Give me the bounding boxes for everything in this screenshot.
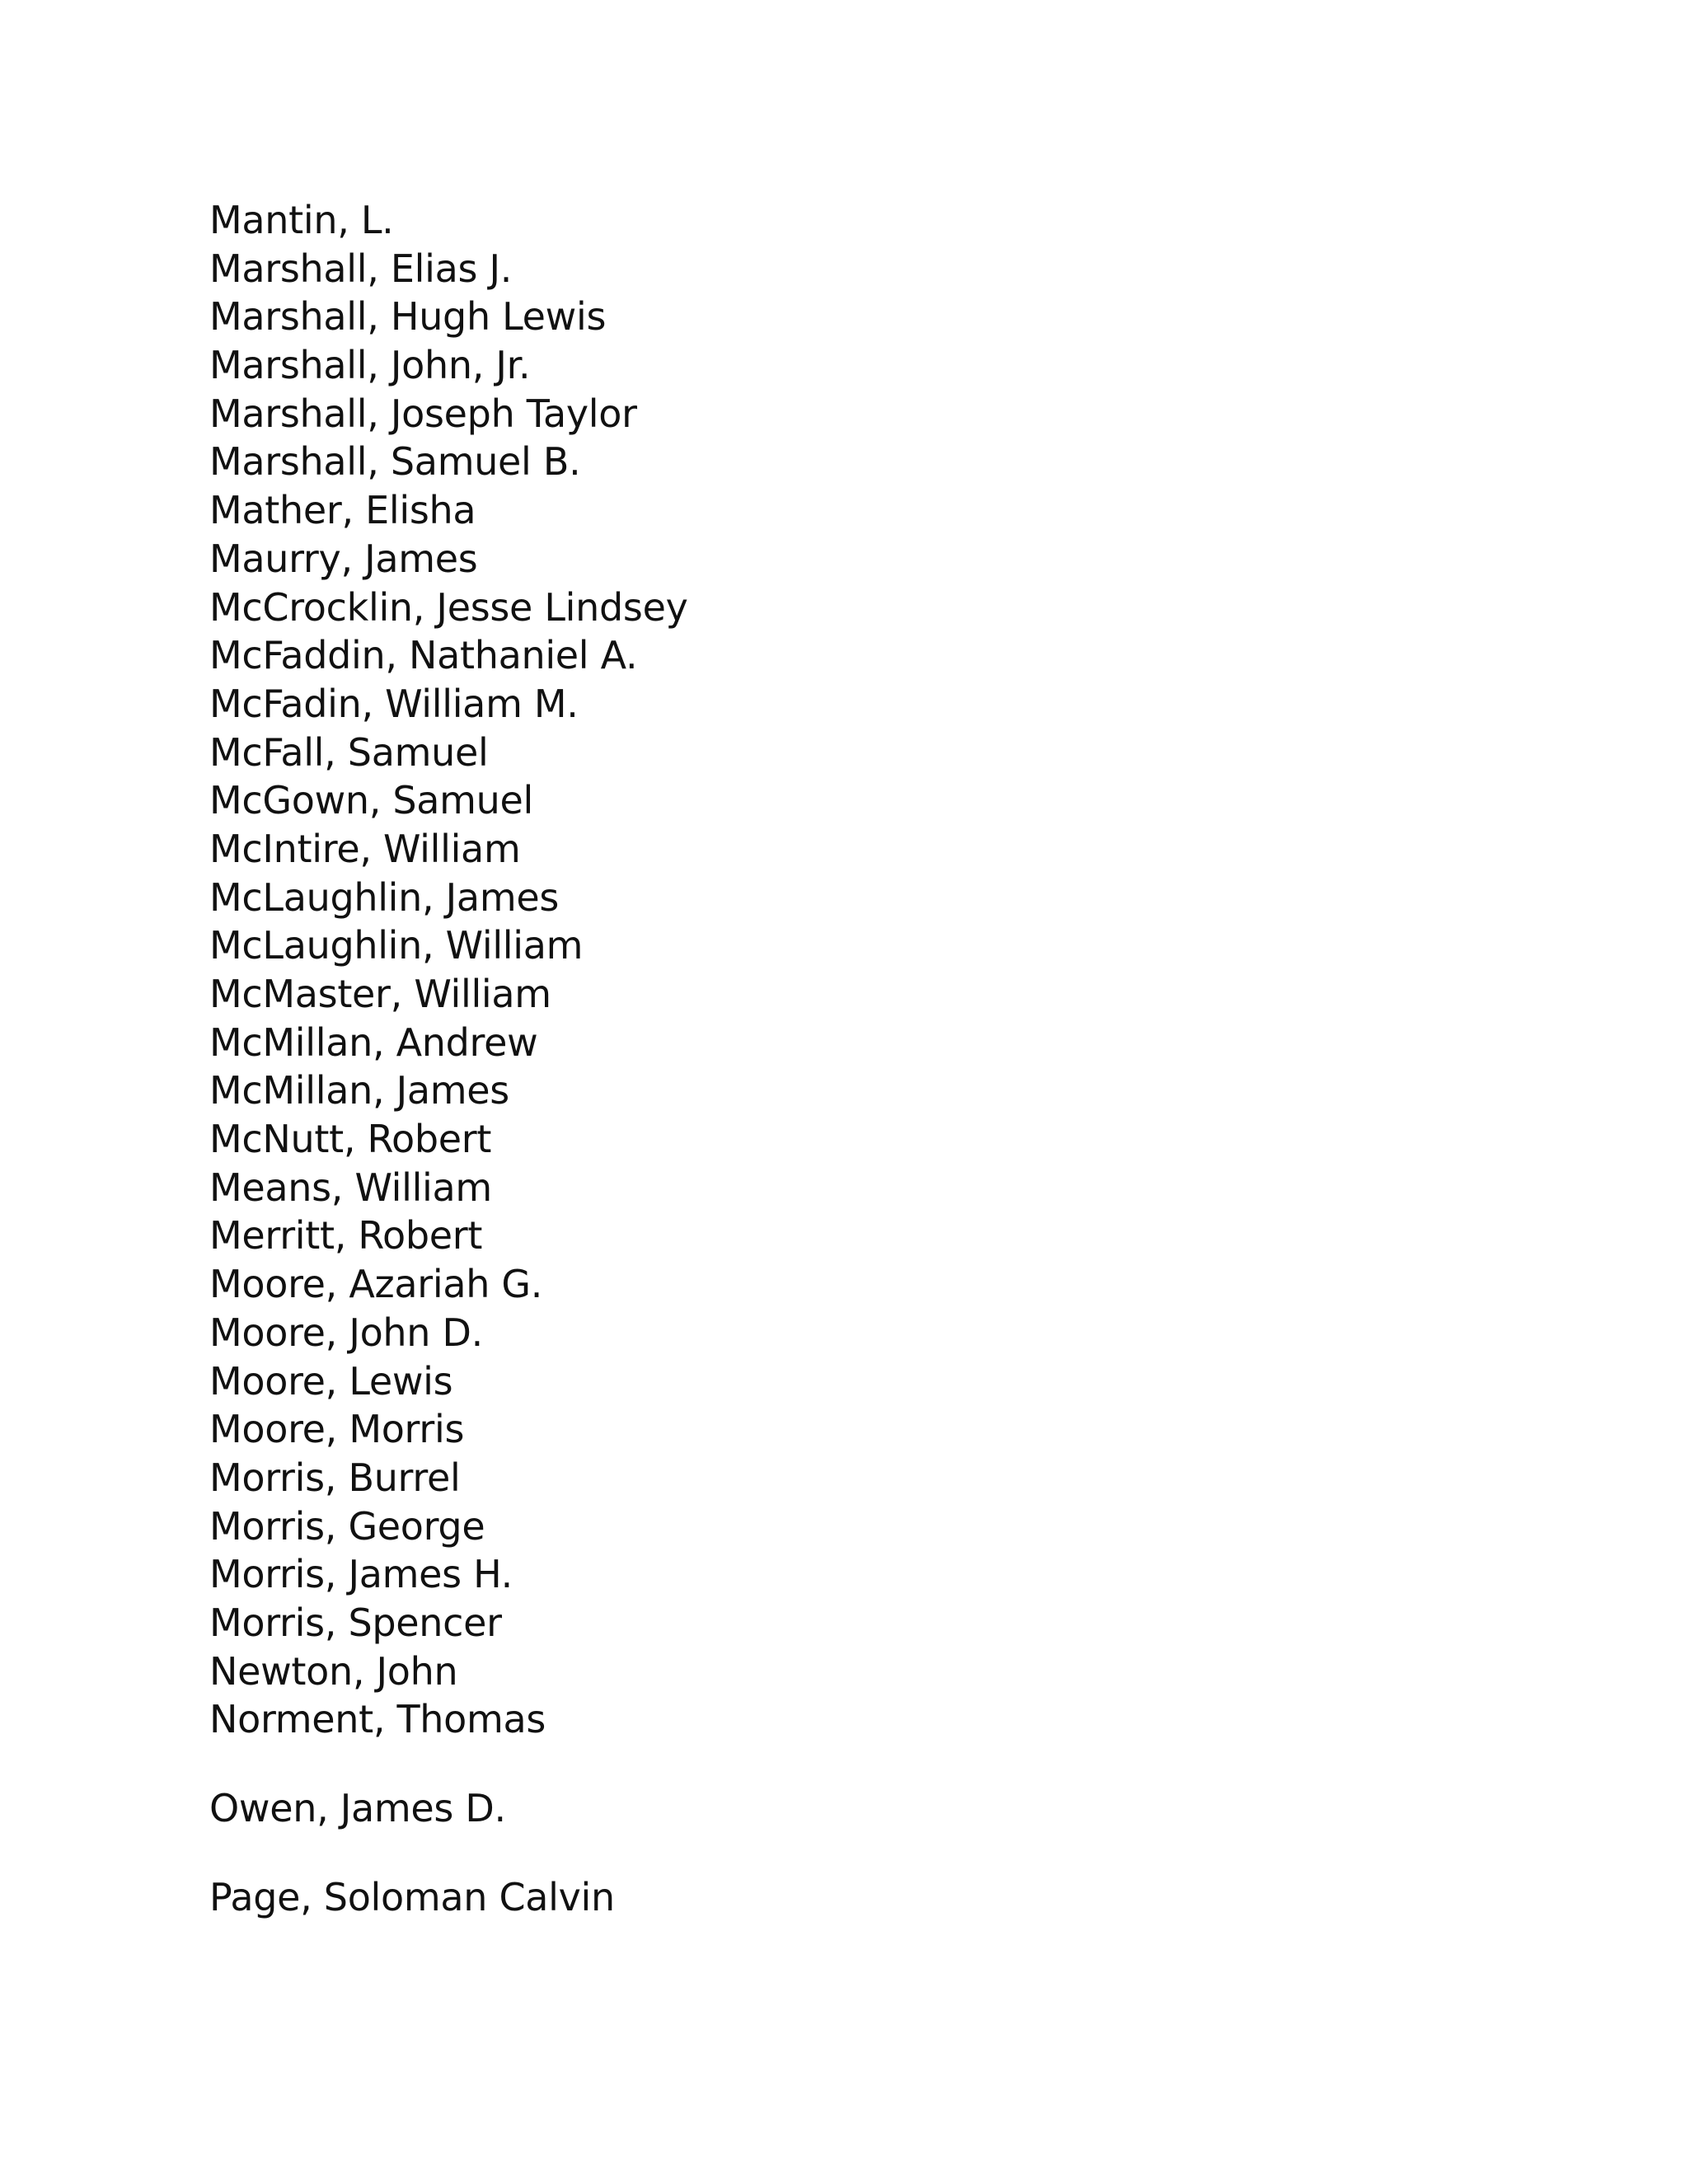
- name-entry: Newton, John: [209, 1648, 458, 1694]
- name-entry: McGown, Samuel: [209, 778, 534, 823]
- name-entry: Morris, George: [209, 1503, 485, 1549]
- name-entry: Means, William: [209, 1165, 492, 1210]
- name-entry: Marshall, Elias J.: [209, 246, 513, 291]
- name-entry: McLaughlin, William: [209, 923, 584, 968]
- name-entry: Moore, John D.: [209, 1310, 483, 1355]
- name-entry: Marshall, John, Jr.: [209, 343, 531, 388]
- name-entry: McFall, Samuel: [209, 729, 489, 775]
- name-entry: Morris, James H.: [209, 1552, 513, 1597]
- name-entry: Moore, Morris: [209, 1407, 465, 1452]
- name-list: [209, 196, 688, 1921]
- name-entry: McMillan, James: [209, 1068, 509, 1113]
- name-entry: McCrocklin, Jesse Lindsey: [209, 584, 688, 630]
- name-entry: Maurry, James: [209, 536, 478, 581]
- name-entry: Marshall, Samuel B.: [209, 439, 581, 485]
- name-entry: Merritt, Robert: [209, 1213, 483, 1258]
- name-entry: Moore, Lewis: [209, 1358, 453, 1404]
- name-entry: Mather, Elisha: [209, 488, 476, 533]
- name-entry: McIntire, William: [209, 826, 521, 871]
- name-entry: Owen, James D.: [209, 1786, 506, 1830]
- name-entry: McMaster, William: [209, 972, 551, 1016]
- name-entry: McMillan, Andrew: [209, 1019, 538, 1065]
- name-entry: Mantin, L.: [209, 198, 394, 242]
- name-entry: Marshall, Joseph Taylor: [209, 391, 637, 436]
- name-group: [209, 1873, 688, 1922]
- name-entry: McNutt, Robert: [209, 1117, 492, 1162]
- name-group: [209, 196, 688, 1744]
- name-entry: Morris, Burrel: [209, 1455, 461, 1500]
- name-entry: Moore, Azariah G.: [209, 1262, 543, 1307]
- name-entry: McFaddin, Nathaniel A.: [209, 633, 638, 678]
- name-entry: McFadin, William M.: [209, 681, 579, 726]
- name-entry: Morris, Spencer: [209, 1600, 502, 1645]
- name-entry: McLaughlin, James: [209, 874, 559, 920]
- name-entry: Marshall, Hugh Lewis: [209, 294, 607, 340]
- name-entry: Page, Soloman Calvin: [209, 1874, 615, 1919]
- name-group: [209, 1784, 688, 1833]
- name-entry: Norment, Thomas: [209, 1697, 546, 1742]
